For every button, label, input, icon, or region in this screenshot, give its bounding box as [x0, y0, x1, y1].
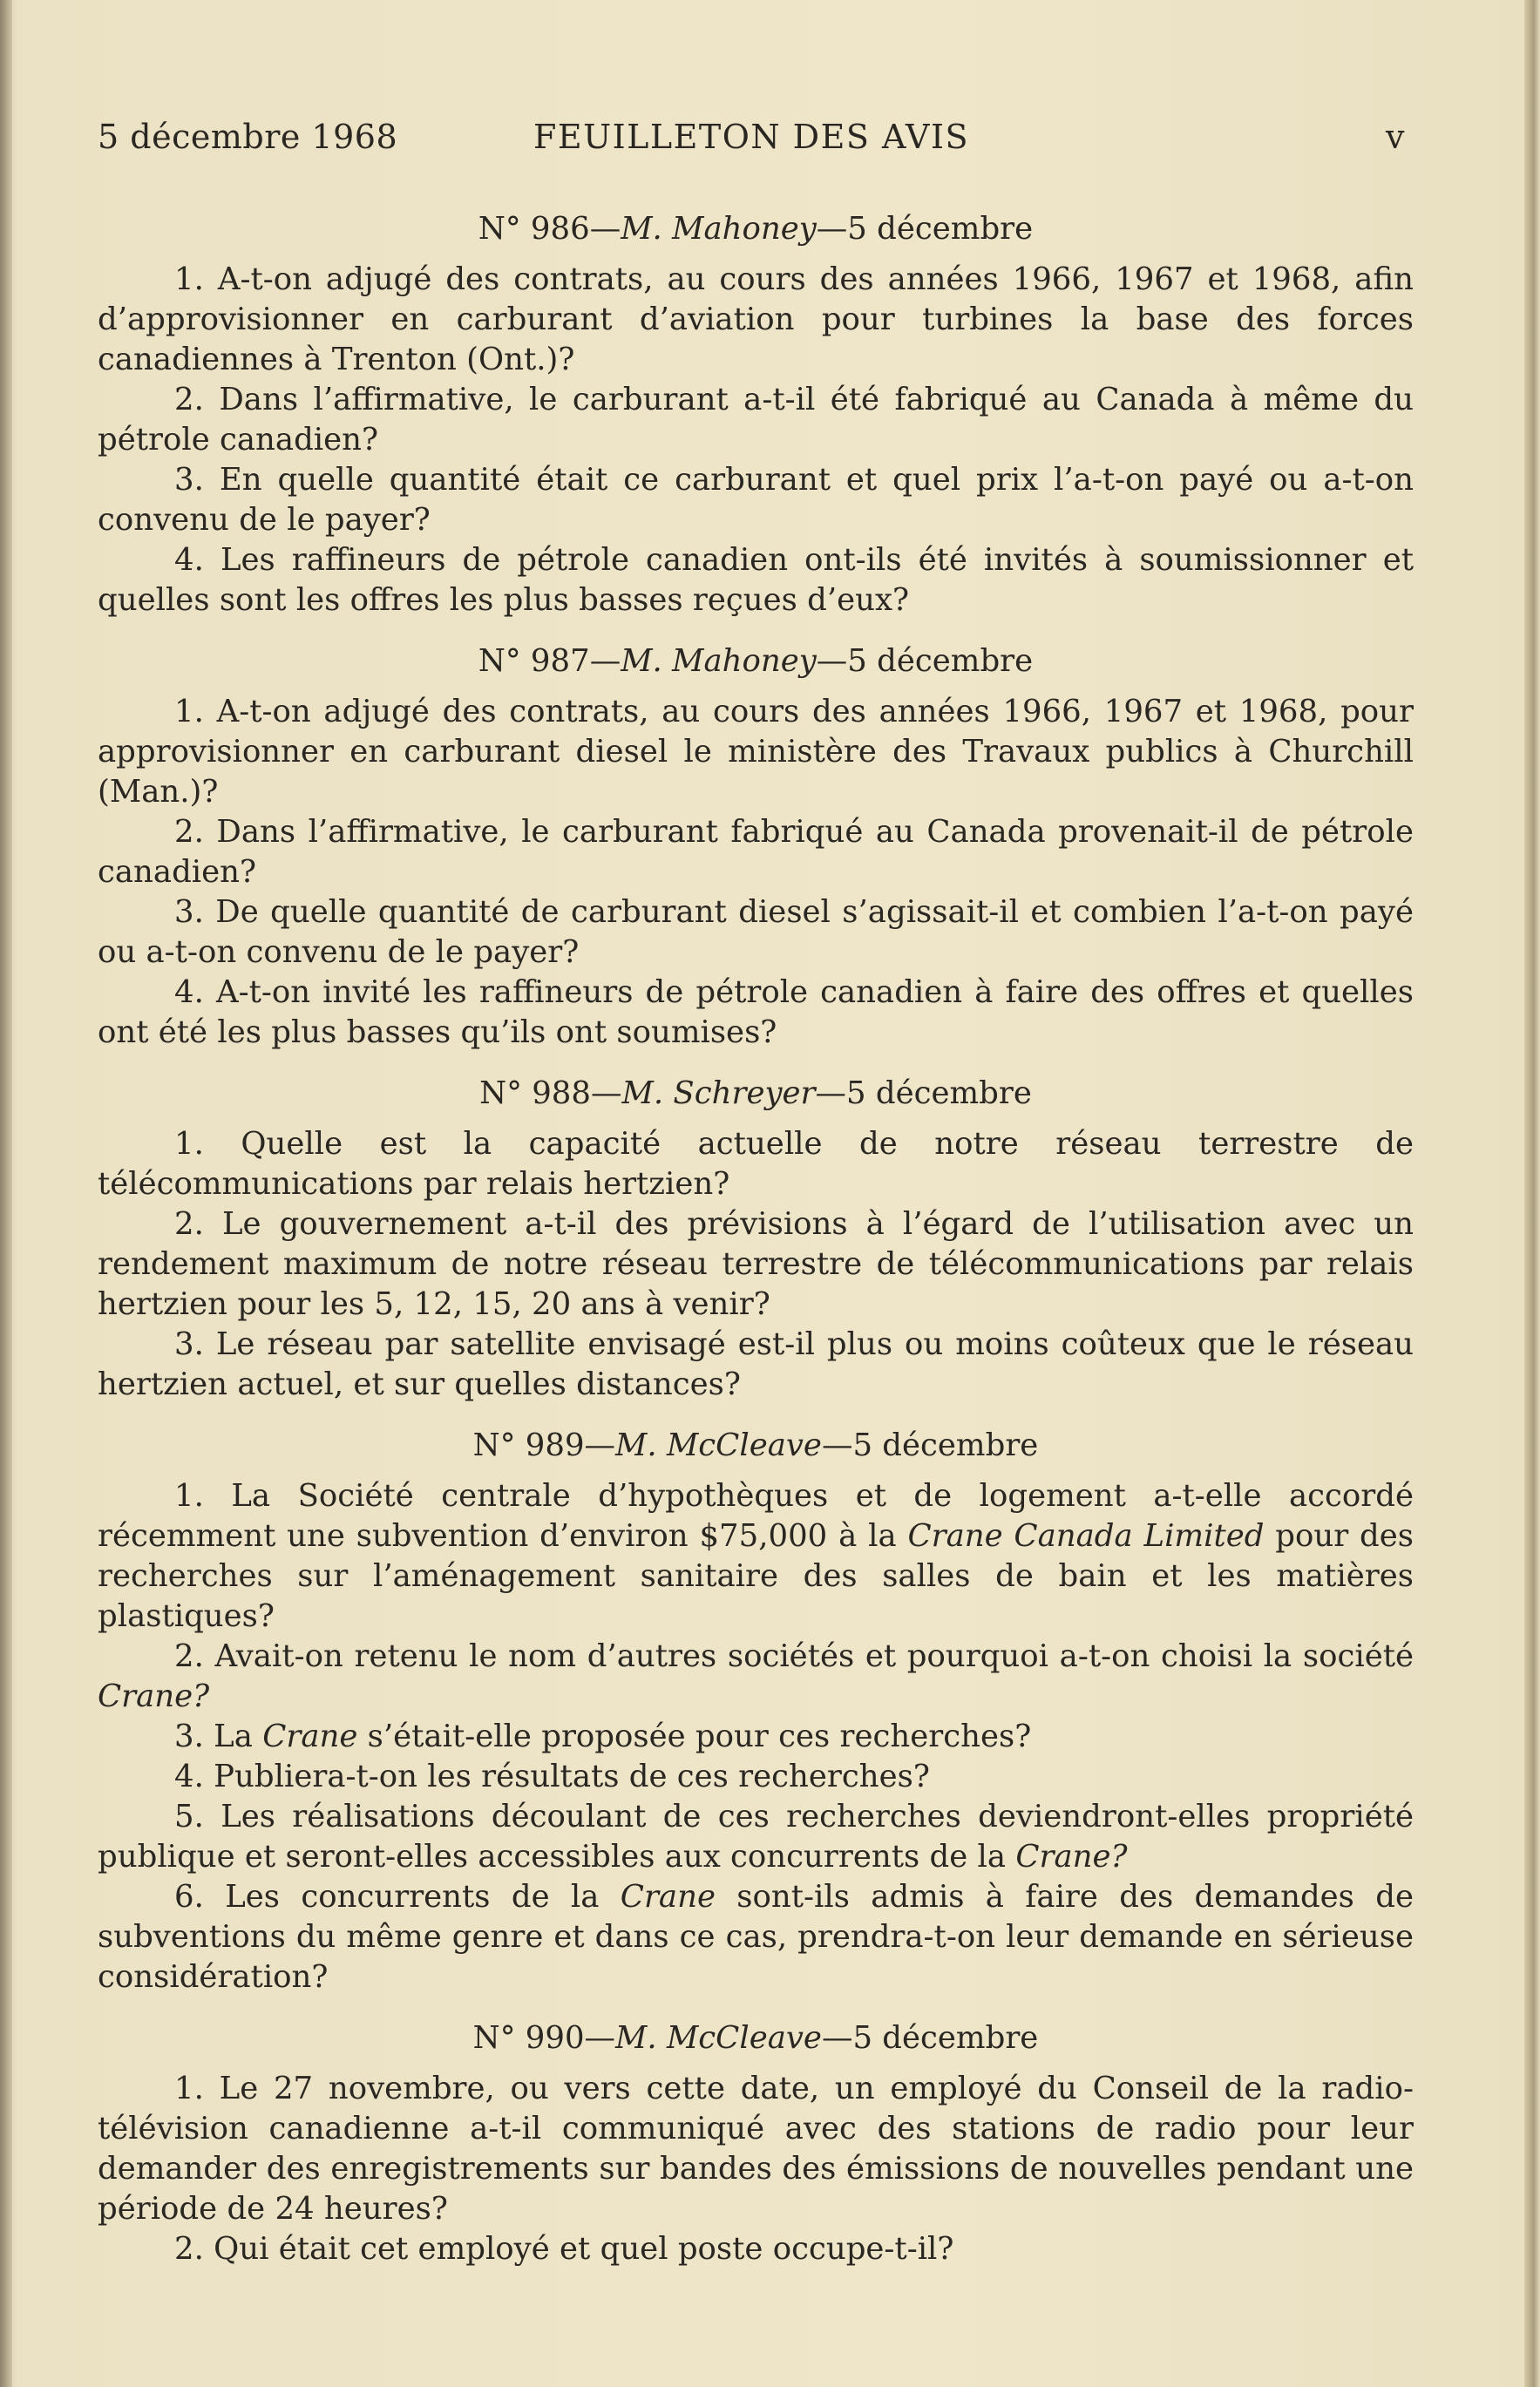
running-header	[98, 118, 1405, 161]
question	[98, 2229, 1414, 2269]
question-text: La	[214, 1719, 263, 1754]
question	[98, 1797, 1414, 1877]
notice-number: N° 989	[472, 1427, 585, 1463]
notice-member: M. Mahoney	[621, 211, 817, 247]
question-text: Les réalisations découlant de ces recherches deviendront-elles propriété publique et seront-elles accessibles aux concurrents de la	[98, 1799, 1414, 1875]
question-text: Qui était cet employé et quel poste occupe-t-il?	[214, 2231, 954, 2267]
question-text: Dans l’affirmative, le carburant a-t-il été fabriqué au Canada à même du pétrole canadien?	[98, 382, 1414, 458]
question-number: 4.	[174, 974, 204, 1010]
question	[98, 1757, 1414, 1797]
notice-number: N° 986	[478, 211, 590, 247]
question-text: Le réseau par satellite envisagé est-il plus ou moins coûteux que le réseau hertzien actuel, et sur quelles distances?	[98, 1326, 1414, 1402]
question	[98, 2069, 1414, 2229]
notice-989	[98, 1426, 1414, 1997]
question-number: 2.	[174, 814, 204, 850]
question	[98, 1124, 1414, 1204]
question-text: Quelle est la capacité actuelle de notre réseau terrestre de télécommunications par relais hertzien?	[98, 1126, 1414, 1202]
page-binding-edge	[0, 0, 12, 2387]
question-text: Le 27 novembre, ou vers cette date, un employé du Conseil de la radio-télévision canadienne a-t-il communiqué avec des stations de radio pour leur demander des enregistrements sur bandes des émissions de nouvelles pendant une période de 24 heures?	[98, 2071, 1414, 2227]
question	[98, 973, 1414, 1053]
notice-date: 5 décembre	[845, 1075, 1032, 1111]
notice-member: M. Mahoney	[621, 643, 817, 679]
notice-986	[98, 209, 1414, 620]
notice-990	[98, 2018, 1414, 2269]
notice-heading: N° 989—M. McCleave—5 décembre	[472, 1427, 1039, 1463]
notice-heading: N° 990—M. McCleave—5 décembre	[472, 2020, 1039, 2056]
company-name: Crane?	[98, 1678, 210, 1714]
question-number: 3.	[174, 1326, 204, 1362]
question-number: 3.	[174, 462, 204, 498]
question-text: Dans l’affirmative, le carburant fabriqué au Canada provenait-il de pétrole canadien?	[98, 814, 1414, 890]
question-number: 1.	[174, 261, 204, 297]
notice-heading: N° 987—M. Mahoney—5 décembre	[478, 643, 1034, 679]
question-number: 4.	[174, 1759, 204, 1794]
question	[98, 692, 1414, 812]
question	[98, 1325, 1414, 1405]
question-number: 5.	[174, 1799, 204, 1834]
notice-member: M. McCleave	[615, 1427, 822, 1463]
question-number: 4.	[174, 542, 204, 578]
question	[98, 1877, 1414, 1997]
question	[98, 1717, 1414, 1757]
question-number: 1.	[174, 1478, 204, 1514]
question	[98, 812, 1414, 892]
question	[98, 540, 1414, 620]
question	[98, 460, 1414, 540]
question	[98, 1204, 1414, 1325]
question-number: 3.	[174, 1719, 204, 1754]
notice-date: 5 décembre	[847, 211, 1034, 247]
notice-number: N° 987	[478, 643, 590, 679]
notice-987	[98, 641, 1414, 1053]
question-text: Avait-on retenu le nom d’autres sociétés et pourquoi a-t-on choisi la société	[214, 1638, 1414, 1674]
notice-member: M. Schreyer	[621, 1075, 816, 1111]
company-name: Crane Canada Limited	[907, 1518, 1265, 1554]
question-number: 3.	[174, 894, 204, 930]
notice-heading: N° 988—M. Schreyer—5 décembre	[479, 1075, 1032, 1111]
question-text-cont: sont-ils admis à faire des demandes de subventions du même genre et dans ce cas, prendra-t-on leur demande en sérieuse considération?	[98, 1879, 1414, 1995]
notice-heading: N° 986—M. Mahoney—5 décembre	[478, 211, 1034, 247]
question-text: Le gouvernement a-t-il des prévisions à l’égard de l’utilisation avec un rendement maximum de notre réseau terrestre de télécommunications par relais hertzien pour les 5, 12, 15, 20 ans à venir?	[98, 1206, 1414, 1322]
question-text: La Société centrale d’hypothèques et de logement a-t-elle accordé récemment une subvention d’environ $75,000 à la	[98, 1478, 1414, 1554]
question-number: 1.	[174, 1126, 204, 1162]
question-text: A-t-on invité les raffineurs de pétrole canadien à faire des offres et quelles ont été les plus basses qu’ils ont soumises?	[98, 974, 1414, 1050]
question-text: Les concurrents de la	[225, 1879, 621, 1915]
question-text: A-t-on adjugé des contrats, au cours des années 1966, 1967 et 1968, pour approvisionner en carburant diesel le ministère des Travaux publics à Churchill (Man.)?	[98, 694, 1414, 810]
header-title: FEUILLETON DES AVIS	[533, 118, 970, 156]
question-number: 2.	[174, 382, 204, 417]
company-name: Crane	[262, 1719, 358, 1754]
question-number: 2.	[174, 2231, 204, 2267]
notice-number: N° 990	[472, 2020, 585, 2056]
question	[98, 260, 1414, 380]
question-text: De quelle quantité de carburant diesel s’agissait-il et combien l’a-t-on payé ou a-t-on convenu de le payer?	[98, 894, 1414, 970]
question-text-cont: s’était-elle proposée pour ces recherches?	[357, 1719, 1032, 1754]
notice-date: 5 décembre	[847, 643, 1034, 679]
question	[98, 380, 1414, 460]
question-text: Publiera-t-on les résultats de ces recherches?	[214, 1759, 930, 1794]
question-number: 6.	[174, 1879, 204, 1915]
notice-date: 5 décembre	[852, 1427, 1039, 1463]
question-number: 2.	[174, 1638, 204, 1674]
notice-988	[98, 1074, 1414, 1405]
question	[98, 892, 1414, 973]
question-text: En quelle quantité était ce carburant et quel prix l’a-t-on payé ou a-t-on convenu de le payer?	[98, 462, 1414, 538]
question-number: 1.	[174, 694, 204, 729]
page-right-edge	[1524, 0, 1540, 2387]
question-text: A-t-on adjugé des contrats, au cours des années 1966, 1967 et 1968, afin d’approvisionner en carburant d’aviation pour turbines la base des forces canadiennes à Trenton (Ont.)?	[98, 261, 1414, 377]
question	[98, 1476, 1414, 1637]
header-date: 5 décembre 1968	[98, 118, 398, 156]
notice-list	[98, 209, 1414, 2290]
notice-member: M. McCleave	[615, 2020, 822, 2056]
question-number: 2.	[174, 1206, 204, 1242]
notice-date: 5 décembre	[852, 2020, 1039, 2056]
question-text: Les raffineurs de pétrole canadien ont-ils été invités à soumissionner et quelles sont les offres les plus basses reçues d’eux?	[98, 542, 1414, 618]
company-name: Crane	[620, 1879, 716, 1915]
question-number: 1.	[174, 2071, 204, 2106]
page-number: v	[1386, 118, 1405, 156]
question-text-cont: pour des recherches sur l’aménagement sanitaire des salles de bain et les matières plastiques?	[98, 1518, 1414, 1634]
notice-number: N° 988	[479, 1075, 591, 1111]
question	[98, 1637, 1414, 1717]
company-name: Crane?	[1015, 1839, 1128, 1875]
